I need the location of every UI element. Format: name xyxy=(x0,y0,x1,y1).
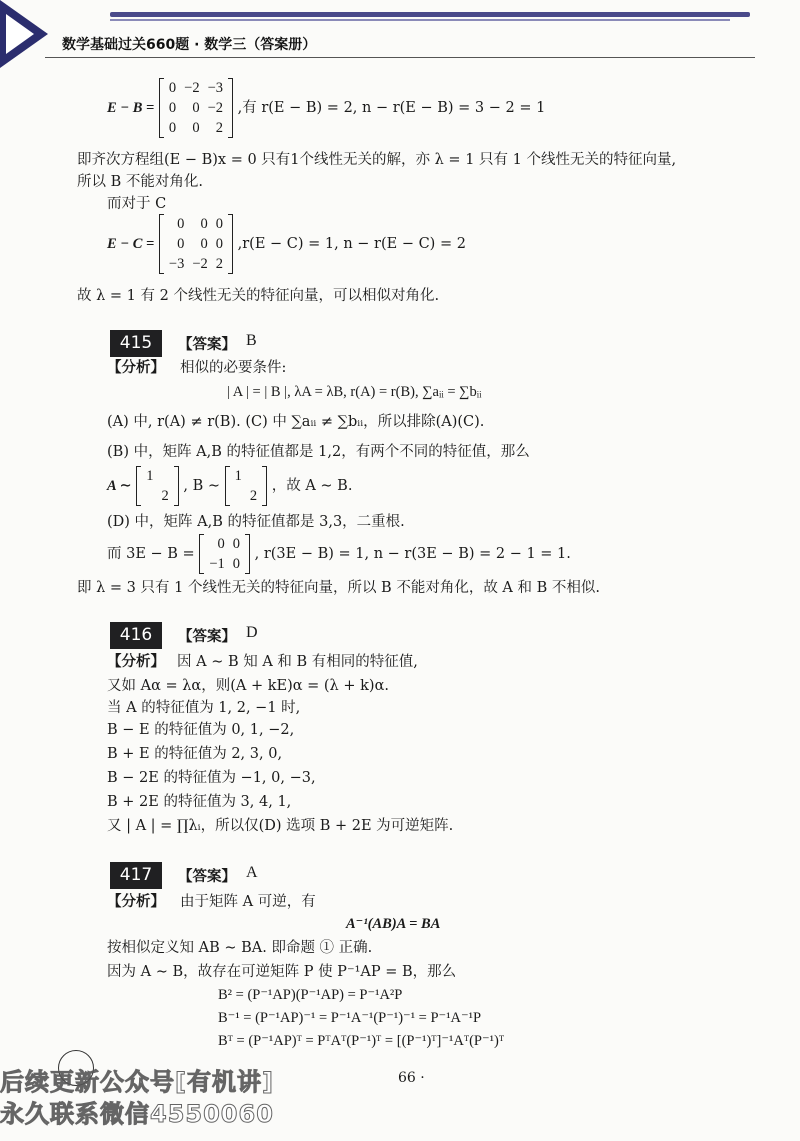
q415-line-4: (B) 中，矩阵 A,B 的特征值都是 1,2，有两个不同的特征值，那么 xyxy=(107,444,530,460)
q415-3e-label: 而 3E − B = xyxy=(107,546,195,562)
q415-line-5: (D) 中，矩阵 A,B 的特征值都是 3,3，二重根. xyxy=(107,514,405,530)
watermark-line-1: 后续更新公众号[有机讲] xyxy=(0,1068,274,1096)
q416-line-8: 又 | A | = ∏λᵢ，所以仅(D) 选项 B + 2E 为可逆矩阵. xyxy=(107,818,454,834)
q416-line-3: 当 A 的特征值为 1, 2, −1 时, xyxy=(107,700,301,716)
q415-3e-equation xyxy=(107,534,571,574)
question-416-number: 416 xyxy=(110,622,162,649)
header-divider xyxy=(45,57,755,58)
eb-matrix: 0 −2 −3 0 0 −2 0 0 2 xyxy=(159,78,233,138)
q416-line-5: B + E 的特征值为 2, 3, 0, xyxy=(107,746,283,762)
q415-diag-matrix-b: 1 2 xyxy=(225,466,268,506)
q417-line-2: A⁻¹(AB)A = BA xyxy=(346,916,441,932)
q415-analysis-label: 【分析】 xyxy=(107,360,165,376)
q417-line-4: 因为 A ∼ B，故存在可逆矩阵 P 使 P⁻¹AP = B，那么 xyxy=(107,964,457,980)
intro-line-1: 即齐次方程组(E − B)x = 0 只有1个线性无关的解，亦 λ = 1 只有 1 个线性无关的特征向量, xyxy=(77,152,677,168)
header-triangle-inner xyxy=(6,14,34,54)
q415-line-1: 相似的必要条件: xyxy=(180,360,287,376)
q415-3e-matrix: 0 0 −1 0 xyxy=(199,534,250,574)
eb-label: E − B = xyxy=(107,100,155,116)
header-band-thin xyxy=(110,19,730,21)
eb-rank-text: ,有 r(E − B) = 2, n − r(E − B) = 3 − 2 = 1 xyxy=(237,100,546,116)
ec-rank-text: ,r(E − C) = 1, n − r(E − C) = 2 xyxy=(237,236,466,252)
q416-line-2: 又如 Aα = λα，则(A + kE)α = (λ + k)α. xyxy=(107,678,389,694)
q415-line-6: 即 λ = 3 只有 1 个线性无关的特征向量，所以 B 不能对角化，故 A 和 B 不相似. xyxy=(77,580,600,596)
q416-line-1: 因 A ∼ B 知 A 和 B 有相同的特征值, xyxy=(177,654,418,670)
q415-sim-b: , B ∼ xyxy=(183,478,221,494)
question-417-number: 417 xyxy=(110,862,162,889)
q417-answer: A xyxy=(246,864,258,881)
ec-equation xyxy=(107,214,466,274)
q415-answer-label: 【答案】 xyxy=(178,337,236,353)
header-band xyxy=(110,12,750,17)
q416-line-4: B − E 的特征值为 0, 1, −2, xyxy=(107,722,295,738)
intro-line-4: 故 λ = 1 有 2 个线性无关的特征向量，可以相似对角化. xyxy=(77,288,440,304)
q417-line-1: 由于矩阵 A 可逆，有 xyxy=(180,894,316,910)
q417-line-6: B⁻¹ = (P⁻¹AP)⁻¹ = P⁻¹A⁻¹(P⁻¹)⁻¹ = P⁻¹A⁻¹P xyxy=(218,1010,482,1026)
q415-similarity xyxy=(107,466,352,506)
page-number: 66 · xyxy=(398,1070,425,1086)
q417-analysis-label: 【分析】 xyxy=(107,894,165,910)
q417-line-7: Bᵀ = (P⁻¹AP)ᵀ = PᵀAᵀ(P⁻¹)ᵀ = [(P⁻¹)ᵀ]⁻¹Aᵀ(P⁻¹)ᵀ xyxy=(218,1033,505,1049)
eb-equation xyxy=(107,78,545,138)
q417-line-3: 按相似定义知 AB ∼ BA. 即命题 ① 正确. xyxy=(107,940,373,956)
intro-line-3: 而对于 C xyxy=(107,196,167,212)
q415-line-3: (A) 中, r(A) ≠ r(B). (C) 中 ∑aᵢᵢ ≠ ∑bᵢᵢ，所以排除(A)(C). xyxy=(107,414,485,430)
q416-line-6: B − 2E 的特征值为 −1, 0, −3, xyxy=(107,770,316,786)
intro-line-2: 所以 B 不能对角化. xyxy=(77,174,203,190)
page-header-title: 数学基础过关660题 · 数学三（答案册） xyxy=(62,37,317,53)
q415-sim-a: A ∼ xyxy=(107,478,132,494)
ec-matrix: 0 0 0 0 0 0 −3 −2 2 xyxy=(159,214,233,274)
q416-analysis-label: 【分析】 xyxy=(107,654,165,670)
q415-line-2: | A | = | B |, λA = λB, r(A) = r(B), ∑aᵢᵢ = ∑bᵢᵢ xyxy=(227,384,482,400)
q415-answer: B xyxy=(246,332,257,349)
q415-3e-rank: , r(3E − B) = 1, n − r(3E − B) = 2 − 1 = 1. xyxy=(254,546,571,562)
q416-line-7: B + 2E 的特征值为 3, 4, 1, xyxy=(107,794,292,810)
ec-label: E − C = xyxy=(107,236,155,252)
q415-sim-end: ，故 A ∼ B. xyxy=(271,478,353,494)
q416-answer-label: 【答案】 xyxy=(178,629,236,645)
q416-answer: D xyxy=(246,624,258,641)
q417-line-5: B² = (P⁻¹AP)(P⁻¹AP) = P⁻¹A²P xyxy=(218,987,403,1003)
q415-diag-matrix-a: 1 2 xyxy=(136,466,179,506)
q417-answer-label: 【答案】 xyxy=(178,869,236,885)
question-415-number: 415 xyxy=(110,330,162,357)
watermark-line-2: 永久联系微信4550060 xyxy=(0,1100,274,1128)
